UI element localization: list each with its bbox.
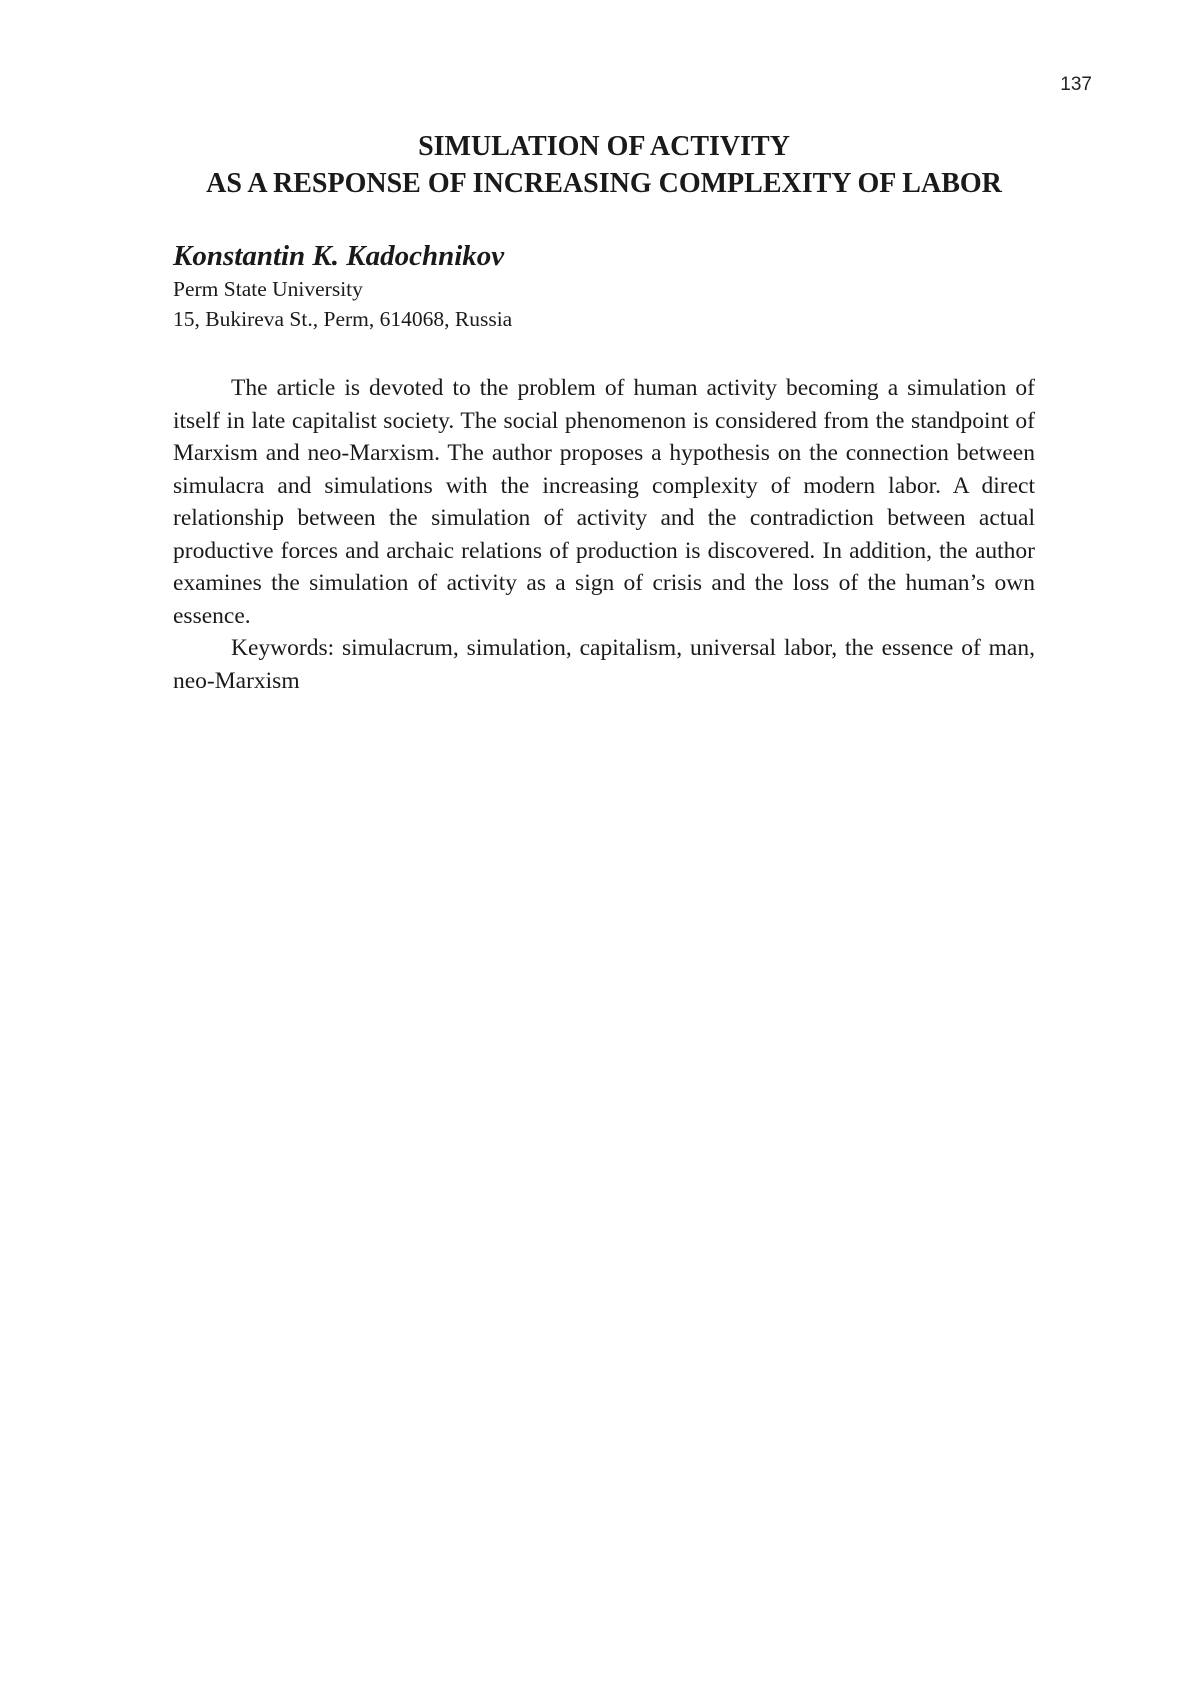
keywords: Keywords: simulacrum, simulation, capitalism, universal labor, the essence of man, neo-Marxism [173, 632, 1035, 697]
abstract-text: The article is devoted to the problem of human activity becoming a simula­tion of itself in late capitalist society. The social phenomenon is considered from the standpoint of Marxism and neo-Marxism. The author proposes a hypothesis on the connection between simulacra and simulations with the increasing complexity of modern labor. A direct relationship between the simulation of activity and the contradiction between actual productive forces and archaic relations of production is discovered. In addition, the author examines the simulation of activity as a sign of crisis and the loss of the human’s own essence. [173, 372, 1035, 632]
article-header [173, 128, 1035, 697]
article-title-line-2: AS A RESPONSE OF INCREASING COMPLEXITY OF LABOR [173, 165, 1035, 202]
article-title-line-1: SIMULATION OF ACTIVITY [173, 128, 1035, 165]
author-affiliation: Perm State University [173, 274, 1035, 304]
author-address: 15, Bukireva St., Perm, 614068, Russia [173, 304, 1035, 334]
author-name: Konstantin K. Kadochnikov [173, 238, 1035, 274]
article-title [173, 128, 1035, 202]
page-number: 137 [1060, 74, 1092, 96]
abstract [173, 372, 1035, 697]
